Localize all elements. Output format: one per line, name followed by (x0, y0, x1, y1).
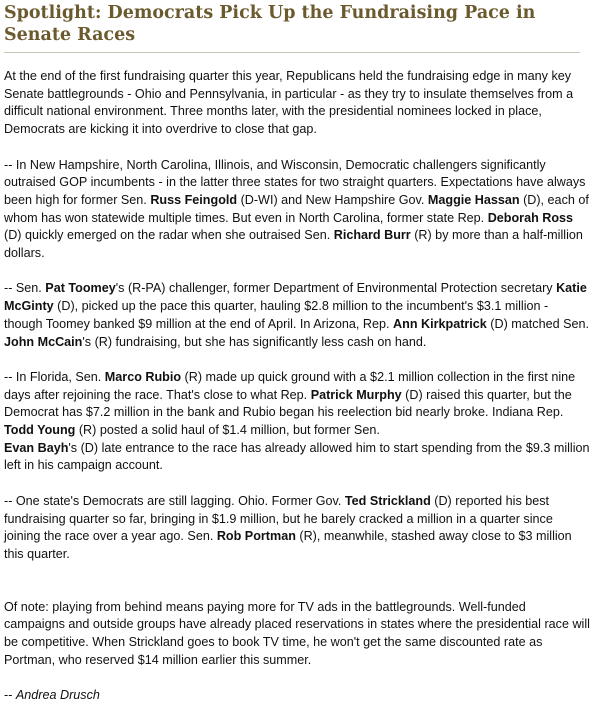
person-name: Pat Toomey (45, 281, 116, 296)
paragraph-challengers (4, 157, 590, 263)
byline (4, 687, 590, 705)
text-segment: (R) posted a solid haul of $1.4 million, but former Sen. (75, 423, 380, 438)
text-segment: -- In New Hampshire, North Carolina, Illinois, and Wisconsin, Democratic challengers significantly outraised GOP incumbents - in the latter three states for two straight quarters. Expectations have always been high for former Sen. (4, 157, 586, 207)
person-name: Todd Young (4, 423, 76, 438)
text-segment: (D) raised this quarter, but the Democrat has $7.2 million in the bank and Rubio began his reelection bid nearly broke. Indiana Rep. (4, 387, 572, 420)
person-name: Patrick Murphy (310, 387, 402, 402)
text-segment: 's (R) fundraising, but she has significantly less cash on hand. (82, 334, 427, 349)
paragraph-florida-indiana (4, 369, 590, 475)
text-segment: 's (D) late entrance to the race has already allowed him to start spending from the $9.3 million left in his campaign account. (4, 440, 590, 473)
text-segment: -- One state's Democrats are still lagging. Ohio. Former Gov. (4, 493, 345, 508)
person-name: Ted Strickland (344, 493, 431, 508)
text-segment: (D) reported his best fundraising quarter so far, bringing in $1.9 million, but he barely cracked a million in a quarter since joining the race over a year ago. Sen. (4, 493, 553, 544)
text-segment: (R) by more than a half-million dollars. (4, 228, 583, 261)
author-name: Andrea Drusch (15, 688, 100, 703)
text-segment: (R) made up quick ground with a $2.1 million collection in the first nine days after rejoining the race. That's close to what Rep. (4, 369, 576, 402)
paragraph-pennsylvania-arizona (4, 280, 590, 351)
person-name: Rob Portman (216, 529, 296, 544)
person-name: Deborah Ross (487, 210, 574, 225)
text-segment: (D) matched Sen. (486, 316, 590, 331)
person-name: Richard Burr (333, 228, 411, 243)
person-name: John McCain (4, 334, 83, 349)
paragraph-ohio (4, 493, 590, 564)
text-segment: -- In Florida, Sen. (4, 369, 105, 384)
text-segment: (D), each of whom has won statewide multiple times. But even in North Carolina, former state Rep. (4, 192, 589, 225)
person-name: Maggie Hassan (427, 192, 520, 207)
article-headline: Spotlight: Democrats Pick Up the Fundraising Pace in Senate Races (4, 3, 536, 45)
person-name: Marco Rubio (104, 369, 182, 384)
paragraph-intro: At the end of the first fundraising quarter this year, Republicans held the fundraising edge in many key Senate battlegrounds - Ohio and Pennsylvania, in particular - as they try to insulate themselves from a difficult national environment. Three months later, with the presidential nominees locked in place, Democrats are kicking it into overdrive to close that gap. (4, 69, 574, 137)
text-segment: (R), meanwhile, stashed away close to $3 million this quarter. (4, 529, 572, 561)
text-segment: (D), picked up the pace this quarter, hauling $2.8 million to the incumbent's $3.1 million - though Toomey banked $9 million at the end of April. In Arizona, Rep. (4, 299, 549, 331)
person-name: Evan Bayh (4, 440, 69, 455)
article-body (4, 68, 590, 723)
person-name: Ann Kirkpatrick (393, 316, 487, 331)
text-segment: (D) quickly emerged on the radar when she outraised Sen. (4, 228, 334, 243)
person-name: Russ Feingold (150, 192, 238, 207)
text-segment: -- Sen. (4, 281, 46, 296)
text-segment: (D-WI) and New Hampshire Gov. (237, 192, 428, 207)
person-name: Katie McGinty (4, 281, 587, 314)
byline-prefix: -- (4, 688, 16, 703)
paragraph-of-note: Of note: playing from behind means paying more for TV ads in the battlegrounds. Well-funded campaigns and outside groups have already placed reservations in states where the presidential race will be competitive. When Strickland goes to book TV time, he won't get the same discounted rate as Portman, who reserved $14 million earlier this summer. (4, 599, 590, 667)
text-segment: 's (R-PA) challenger, former Department of Environmental Protection secretary (115, 281, 557, 296)
headline-divider (4, 52, 580, 53)
